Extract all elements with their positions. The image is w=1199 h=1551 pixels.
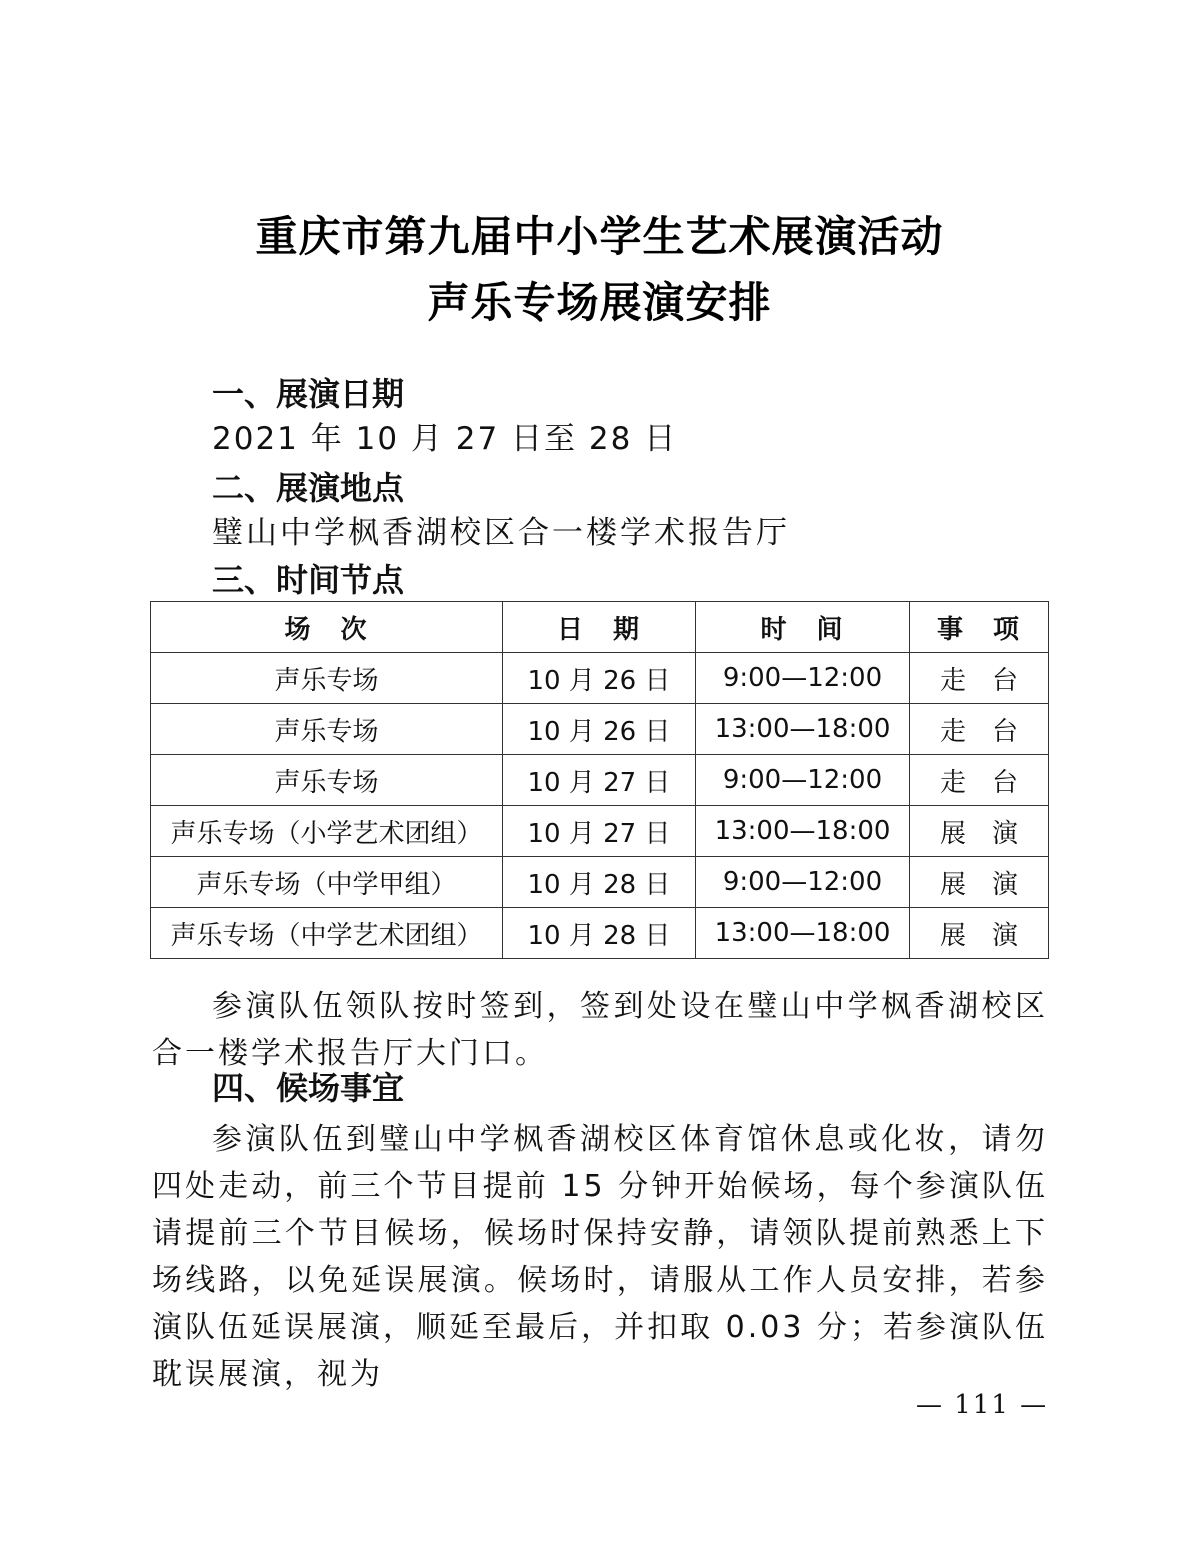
table-row xyxy=(151,653,1049,704)
table-row xyxy=(151,806,1049,857)
event-date: 2021 年 10 月 27 日至 28 日 xyxy=(212,421,678,457)
cell-date: 10 月 27 日 xyxy=(503,806,696,857)
document-title-line2: 声乐专场展演安排 xyxy=(427,278,772,327)
cell-session: 声乐专场 xyxy=(151,653,503,704)
table-row xyxy=(151,908,1049,959)
header-date: 日 期 xyxy=(503,602,696,653)
cell-item: 展 演 xyxy=(910,806,1049,857)
cell-session: 声乐专场 xyxy=(151,755,503,806)
cell-item: 走 台 xyxy=(910,653,1049,704)
cell-session: 声乐专场（中学艺术团组） xyxy=(151,908,503,959)
header-item: 事 项 xyxy=(910,602,1049,653)
cell-item: 走 台 xyxy=(910,704,1049,755)
cell-item: 走 台 xyxy=(910,755,1049,806)
table-row xyxy=(151,857,1049,908)
document-title-line1: 重庆市第九届中小学生艺术展演活动 xyxy=(255,212,944,261)
cell-time: 9:00—12:00 xyxy=(696,755,910,806)
section-heading-waiting: 四、候场事宜 xyxy=(212,1069,405,1107)
cell-time: 13:00—18:00 xyxy=(696,908,910,959)
cell-session: 声乐专场（小学艺术团组） xyxy=(151,806,503,857)
cell-date: 10 月 28 日 xyxy=(503,908,696,959)
check-in-note: 参演队伍领队按时签到，签到处设在璧山中学枫香湖校区合一楼学术报告厅大门口。 xyxy=(152,989,1048,1071)
section-heading-date: 一、展演日期 xyxy=(212,375,405,413)
cell-time: 9:00—12:00 xyxy=(696,653,910,704)
section-heading-venue: 二、展演地点 xyxy=(212,469,405,507)
cell-time: 13:00—18:00 xyxy=(696,704,910,755)
cell-date: 10 月 28 日 xyxy=(503,857,696,908)
table-header-row xyxy=(151,602,1049,653)
header-time: 时 间 xyxy=(696,602,910,653)
cell-item: 展 演 xyxy=(910,857,1049,908)
page-number: — 111 — xyxy=(916,1390,1049,1420)
table-row xyxy=(151,755,1049,806)
schedule-table xyxy=(150,601,1049,959)
cell-time: 9:00—12:00 xyxy=(696,857,910,908)
cell-item: 展 演 xyxy=(910,908,1049,959)
waiting-instructions: 参演队伍到璧山中学枫香湖校区体育馆休息或化妆，请勿四处走动，前三个节目提前 15 分钟开始候场，每个参演队伍请提前三个节目候场，候场时保持安静，请领队提前熟悉上下场线路，以免延误展演。候场时，请服从工作人员安排，若参演队伍延误展演，顺延至最后，并扣取 0.03 分；若参演队伍耽误展演，视为 xyxy=(152,1122,1048,1392)
cell-session: 声乐专场 xyxy=(151,704,503,755)
event-venue: 璧山中学枫香湖校区合一楼学术报告厅 xyxy=(212,515,790,551)
cell-session: 声乐专场（中学甲组） xyxy=(151,857,503,908)
section-heading-timeline: 三、时间节点 xyxy=(212,561,405,599)
cell-date: 10 月 26 日 xyxy=(503,704,696,755)
cell-date: 10 月 27 日 xyxy=(503,755,696,806)
header-session: 场 次 xyxy=(151,602,503,653)
cell-time: 13:00—18:00 xyxy=(696,806,910,857)
table-row xyxy=(151,704,1049,755)
cell-date: 10 月 26 日 xyxy=(503,653,696,704)
